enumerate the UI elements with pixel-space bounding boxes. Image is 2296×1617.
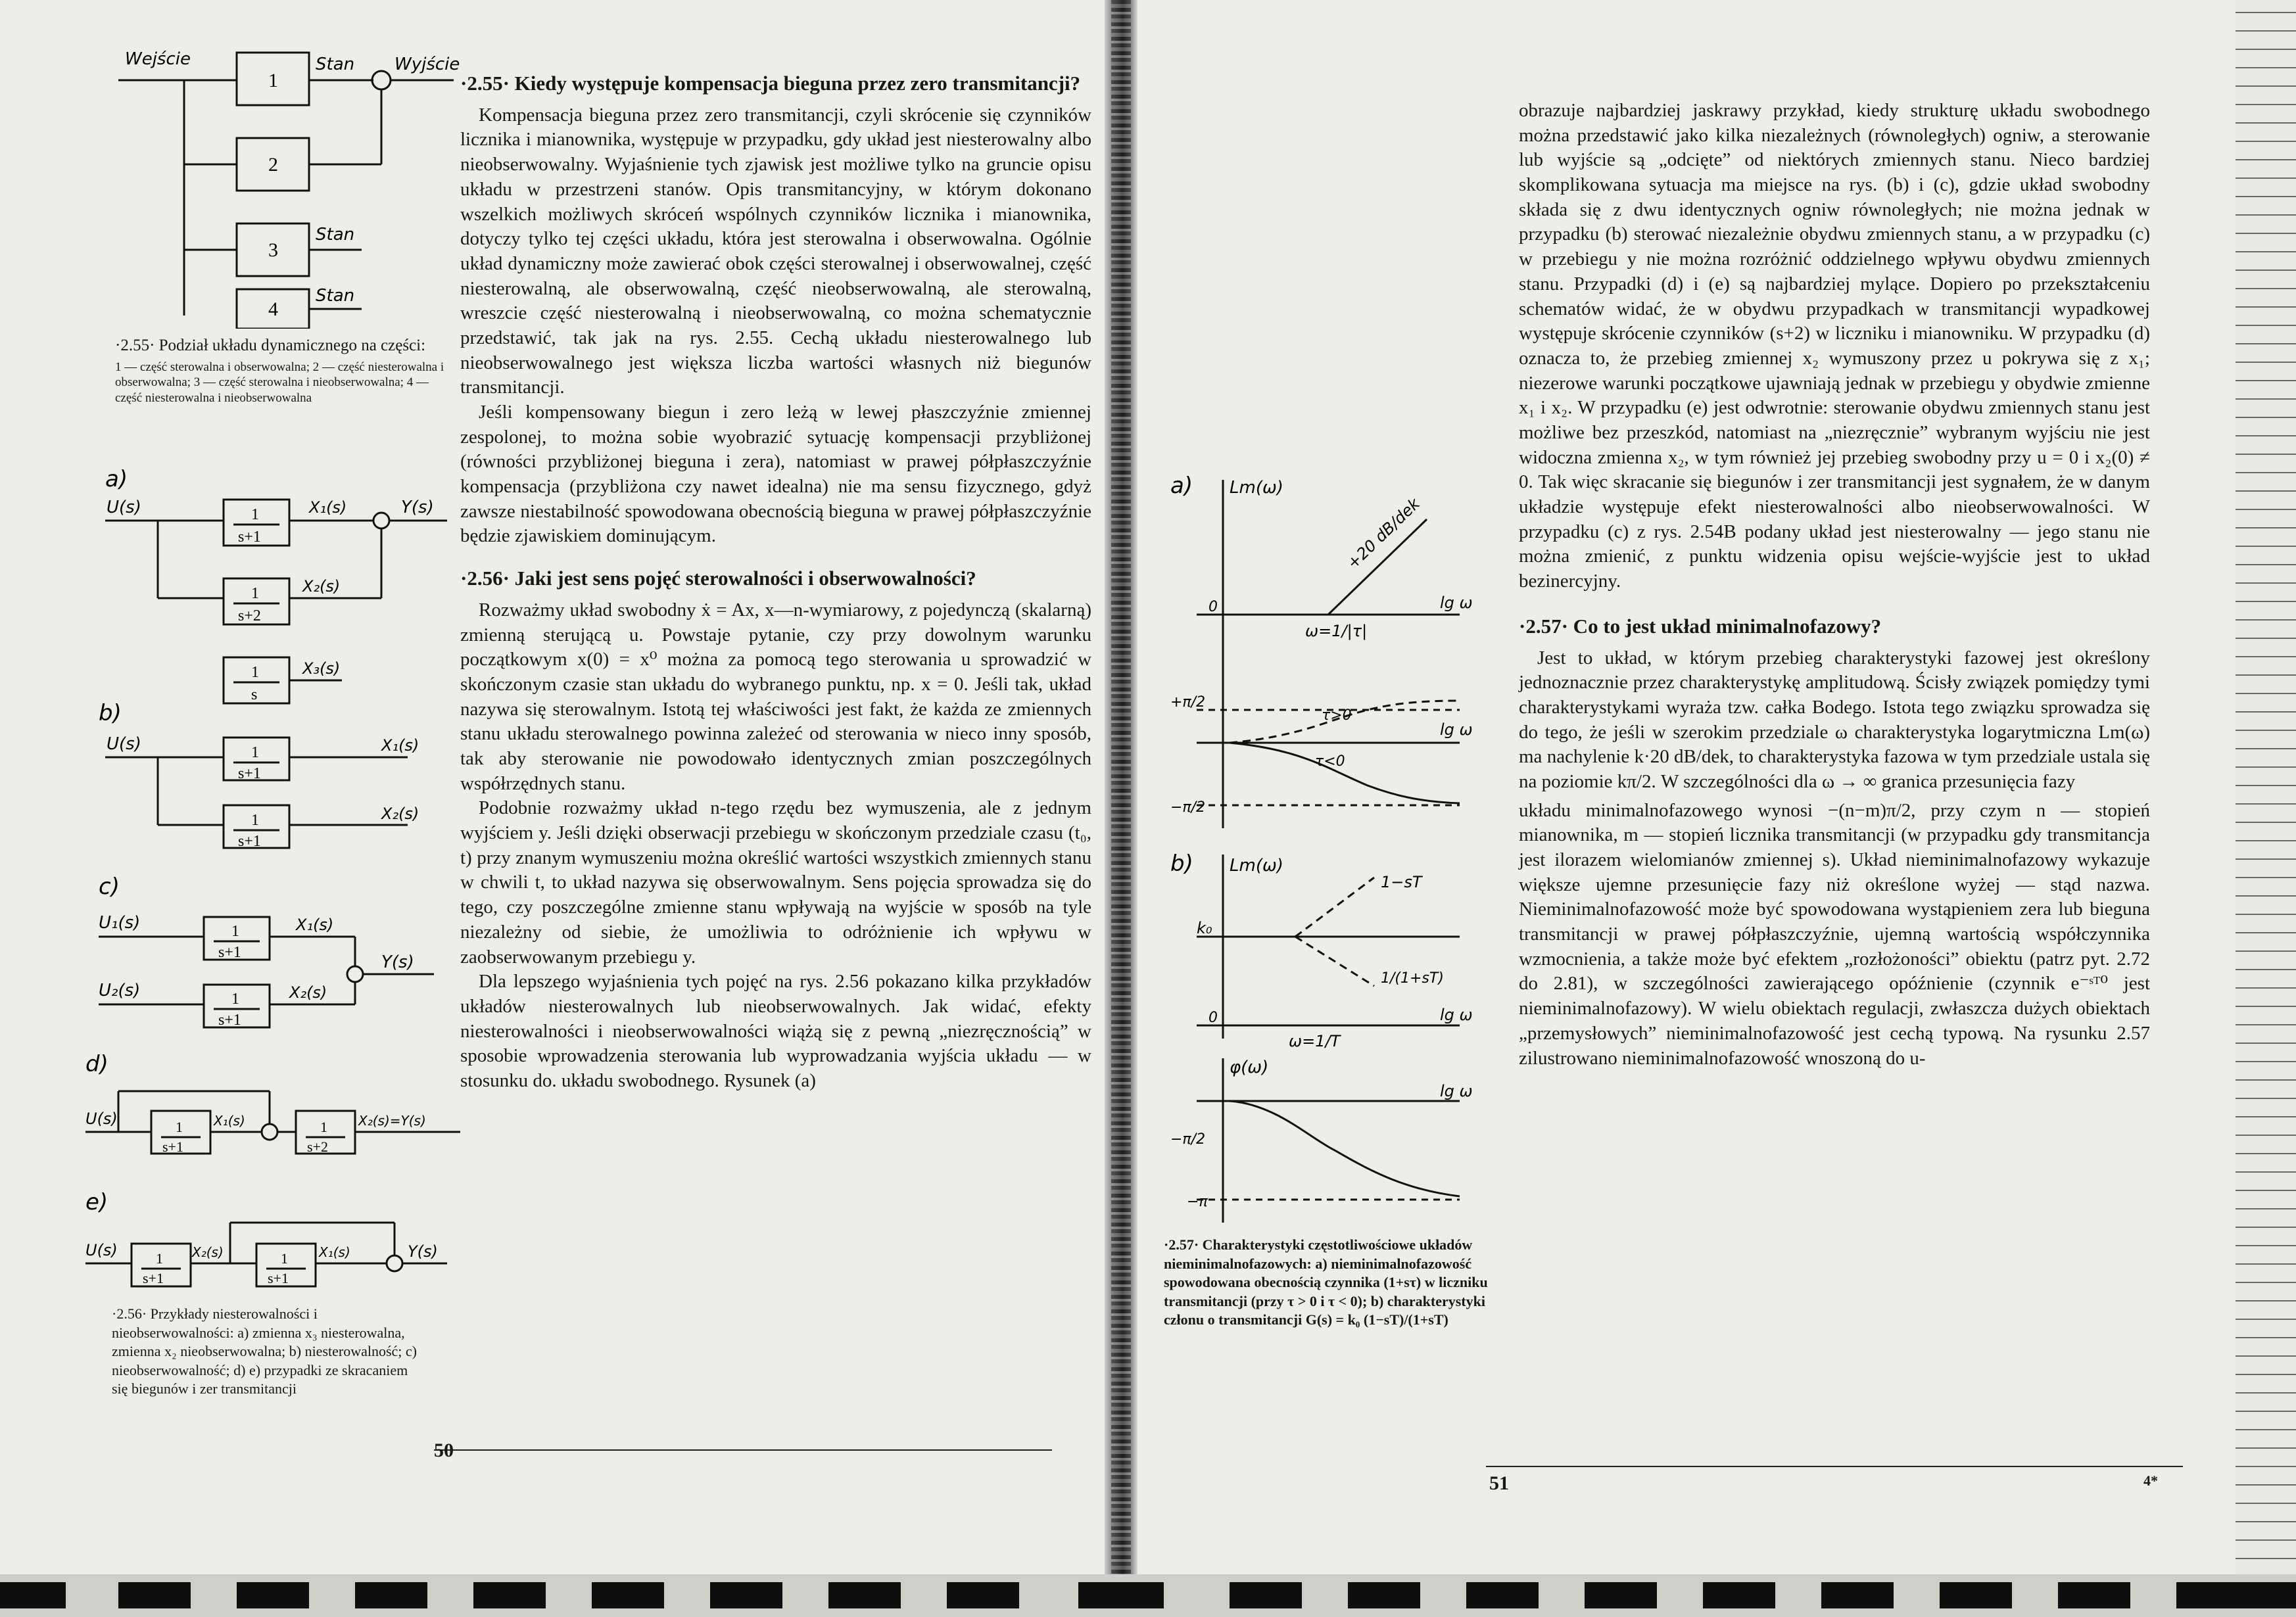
lgw-b1: lg ω [1440, 1006, 1473, 1024]
input-label: Wejście [125, 49, 191, 69]
figure-2-56-caption: ·2.56· Przykłady niesterowalności i nieobserwowalności: a) zmienna x₃ niesterowalna, zmienna x₂ nieobserwowalna; b) niesterowalność; c) nieobserwowalność; d) e) przypadki ze skracaniem się biegunów i zer transmitancji [112, 1305, 418, 1397]
section-2-56-p1: Rozważmy układ swobodny ẋ = Ax, x—n-wymiarowy, z pojedynczą (skalarną) zmienną sterującą u. Powstaje pytanie, czy przy dowolnym warunku początkowym x(0) = x⁰ można za pomocą tego sterowania u sprowadzić w skończonym czasie stan układu do wybranego punktu, np. x = 0. Jeśli tak, układ nazywa się sterowalnym. Istotą tej właściwości jest fakt, że każda ze zmiennych stanu układu sterowalnego powinna zależeć od sterowania w nieco inny sposób, tak aby sterowanie nie powodowało identycznych zmian poszczególnych współrzędnych stanu. [460, 599, 1091, 794]
x1-label: X₁(s) [309, 498, 347, 517]
tf1-label: 1−sT [1381, 873, 1422, 891]
figure-2-56-a [92, 460, 460, 710]
tf-e1: s+1 [143, 1270, 164, 1286]
num-d1: 1 [176, 1119, 183, 1135]
spine-shadow [1111, 0, 1131, 1617]
section-2-57-p2: układu minimalnofazowego wynosi −(n−m)π/2, przy czym n — stopień mianownika, m — stopień licznika transmitancji (w przypadku gdy transmitancja jest ilorazem wielomianów zmiennej s). Układ nieminimalnofazowy wykazuje większe ujemne przesunięcie fazy niż określone wyżej — stąd nazwa. Nieminimalnofazowość może być spowodowana wystąpieniem zera lub bieguna transmitancji w prawej półpłaszczyźnie, ujemną wartością współczynnika wzmocnienia, a także może być efektem „rozłożoności” obiektu (patrz pyt. 2.72 do 2.81), w szczególności zawierającego opóźnienie (czynnik e⁻ˢᵀ⁰ jest nieminimalnofazowy). W wielu obiektach regulacji, zwłaszcza dużych obiektach „przemysłowych” nieminimalnofazowość jest cechą typową. Na rysunku 2.57 zilustrowano nieminimalnofazowość wnoszoną do u- [1519, 799, 2150, 1069]
num-b1: 1 [251, 744, 259, 761]
u2-label: U₂(s) [99, 981, 141, 1000]
figure-2-57-a [1157, 460, 1506, 828]
tag-a: a) [105, 466, 128, 492]
num-e2: 1 [281, 1250, 288, 1267]
x1-label: X₁(s) [319, 1244, 350, 1260]
lgw-a2: lg ω [1440, 720, 1473, 739]
num-e1: 1 [156, 1250, 163, 1267]
u-label: U(s) [85, 1110, 118, 1128]
pi-label: −π [1187, 1194, 1208, 1210]
lm-label: Lm(ω) [1230, 856, 1283, 876]
section-2-55-p1: Kompensacja bieguna przez zero transmitancji, czyli skrócenie się czynników licznika i mianownika, występuje w przypadku, gdy układ jest niesterowalny albo nieobserwowalny. Wyjaśnienie tych zjawisk jest możliwe tylko na gruncie opisu układu w przestrzeni stanów. Opis transmitancyjny, w którym dokonano wszelkich możliwych skróceń wspólnych czynników licznika i mianownika, dotyczy tylko tej części układu, która jest sterowalna i obserwowalna. Ogólnie układ dynamiczny może zawierać obok części sterowalnej i obserwowalnej, część niesterowalną, ale obserwowalną, część nieobserwowalną, ale sterowalną, wreszcie część niesterowalną i nieobserwowalną, co można schematycznie przedstawić, tak jak na rys. 2.55. Cechą układu niesterowalnego lub nieobserwowalnego jest większa liczba wartości własnych niż biegunów transmitancji. [460, 104, 1091, 398]
u-label: U(s) [85, 1241, 118, 1259]
caption-title: ·2.55· Podział układu dynamicznego na części: [115, 337, 426, 354]
figure-2-56-d [79, 1045, 473, 1177]
figure-2-55 [99, 39, 467, 329]
section-2-56-p2: Podobnie rozważmy układ n-tego rzędu bez wymuszenia, ale z jednym wyjściem y. Jeśli dzięki obserwacji przebiegu w skończonym przedziale czasu (t₀, t) przy znanym wymuszeniu można określić wartości wszystkich zmiennych stanu w chwili t, to układ nazywa się obserwowalnym. Sens pojęcia sprowadza się do tego, czy poszczególne zmienne stanu wpływają na wyjście w sposób na tyle niezależny od siebie, że umożliwia to odróżnienie ich wpływu w zaobserwowanym przebiegu y. [460, 797, 1091, 968]
section-2-56-heading: ·2.56· Jaki jest sens pojęć sterowalności i obserwowalności? [460, 567, 976, 590]
state-label-3: Stan [316, 225, 355, 245]
x1-label: X₁(s) [214, 1113, 245, 1129]
left-text-column [460, 71, 1091, 1094]
zero-label: 0 [1208, 1010, 1218, 1026]
footer-rule [434, 1449, 1052, 1451]
tf-b1: s+1 [238, 765, 261, 782]
page-edge-right [2236, 0, 2296, 1617]
output-label: X₂(s)=Y(s) [358, 1113, 426, 1129]
tag-c: c) [99, 874, 120, 900]
continued-paragraph: obrazuje najbardziej jaskrawy przykład, kiedy strukturę układu swobodnego można przedstawić jako kilka niezależnych (równoległych) ogniw, a sterowanie lub wyjście są „odcięte” od niektórych zmiennych stanu. Nieco bardziej skomplikowana sytuacja ma miejsce na rys. (b) i (c), gdzie układ swobodny składa się z dwu identycznych ogniw równoległych; nie można jednak w przypadku (b) sterować niezależnie obydwu zmiennych stanu, a w przypadku (c) w przebiegu y nie można rozróżnić oddzielnego wpływu obydwu zmiennych stanu. Przypadki (d) i (e) są najbardziej mylące. Dopiero po przekształceniu schematów widać, że w obydwu przypadkach w transmitancji wypadkowej występuje skrócenie czynników (s+2) w liczniku i mianowniku. W przypadku (d) oznacza to, że przebieg zmiennej x₂ wymuszony przez u pokrywa się z x₁; niezerowe warunki początkowe ujawniają jednak w przebiegu y obydwie zmienne x₁ i x₂. W przypadku (e) jest odwrotnie: sterowanie obydwu zmiennych stanu jest możliwe bez przeszkód, natomiast na „niezręcznie” wybranym wyjściu nie jest widoczna zmienna x₂, w tym również jej przebieg swobodny przy u = 0 i x₂(0) ≠ 0. Tak więc skracanie się biegunów i zer transmitancji jest sygnałem, że w danym układzie występuje efekt niesterowalności albo nieobserwowalności. W przypadku (c) z rys. 2.54B podany układ jest niesterowalny — jego stanu nie można zmienić, z punktu widzenia opisu wejście-wyjście jest to układ bezinercyjny. [1519, 100, 2150, 592]
num-b2: 1 [251, 812, 259, 829]
section-2-55-p2: Jeśli kompensowany biegun i zero leżą w lewej płaszczyźnie zmiennej zespolonej, to można sobie wyobrazić sytuację kompensacji przybliżonej (równości przybliżonej bieguna i zera), natomiast w prawej półpłaszczyźnie kompensacja (przybliżona czy nawet idealna) nie ma sensu fizycznego, gdyż zawsze niestabilność spowodowana obecnością bieguna w prawej półpłaszczyźnie będzie zjawiskiem dominującym. [460, 402, 1091, 547]
x2-label: X₂(s) [381, 805, 419, 823]
block-2: 2 [268, 154, 278, 176]
signature-mark: 4* [2143, 1472, 2158, 1489]
y-label: Y(s) [401, 498, 434, 517]
tag-b: b) [1170, 851, 1193, 877]
block-4: 4 [268, 298, 278, 320]
x2-label: X₂(s) [302, 577, 341, 596]
tf2-label: 1/(1+sT) [1381, 970, 1444, 987]
figure-2-56-e [79, 1183, 473, 1301]
omega-label: ω=1/T [1289, 1032, 1341, 1050]
omega-label: ω=1/|τ| [1305, 622, 1368, 640]
tau-neg-label: τ<0 [1315, 753, 1345, 770]
figure-2-57-b [1157, 841, 1506, 1223]
output-label: Wyjście [395, 55, 460, 74]
tf-e2: s+1 [268, 1270, 289, 1286]
num-d2: 1 [320, 1119, 327, 1135]
y-label: Y(s) [408, 1242, 438, 1261]
film-strip [0, 1574, 2296, 1617]
x1-label: X₁(s) [296, 916, 334, 934]
section-2-57-p1: Jest to układ, w którym przebieg charakterystyki fazowej jest określony jednoznacznie przez charakterystykę amplitudową. Ścisły związek pomiędzy tymi charakterystykami wyraża tzw. całka Bodego. Istota tego związku sprowadza się do tego, że jeśli w szerokim przedziale ω charakterystyka logarytmiczna Lm(ω) ma nachylenie k·20 dB/dek, to charakterystyka fazowa w tym przedziale ustala się na poziomie kπ/2. W szczególności dla ω → ∞ granica przesunięcia fazy [1519, 647, 2150, 792]
tf-d2: s+2 [307, 1138, 328, 1155]
pi2m-label: −π/2 [1170, 799, 1206, 816]
right-page [1118, 0, 2296, 1617]
lm-label: Lm(ω) [1230, 478, 1283, 498]
x2-label: X₂(s) [289, 983, 327, 1002]
state-label-1: Stan [316, 55, 355, 74]
k0-label: k₀ [1197, 919, 1212, 937]
num-a1: 1 [251, 506, 259, 523]
x2-label: X₂(s) [192, 1244, 224, 1260]
u1-label: U₁(s) [99, 913, 141, 933]
section-2-57-heading: ·2.57· Co to jest układ minimalnofazowy? [1519, 614, 1882, 638]
figure-2-55-caption [115, 335, 457, 406]
num-a2: 1 [251, 585, 259, 602]
num-c1: 1 [231, 923, 239, 940]
tag-e: e) [85, 1189, 108, 1215]
u-label: U(s) [107, 734, 141, 754]
x3-label: X₃(s) [302, 659, 341, 678]
u-label: U(s) [107, 498, 141, 517]
figure-2-56-b [92, 697, 460, 868]
section-2-55-heading: ·2.55· Kiedy występuje kompensacja bieguna przez zero transmitancji? [460, 72, 1081, 95]
tf-a3: s [251, 686, 258, 703]
figure-2-57-caption: ·2.57· Charakterystyki częstotliwościowe układów nieminimalnofazowych: a) nieminimalnofazowość spowodowana obecnością czynnika (1+sτ) w liczniku transmitancji (przy τ > 0 i τ < 0); b) charakterystyki członu o transmitancji G(s) = k₀ (1−sT)/(1+sT) [1164, 1236, 1488, 1328]
lgw-a1: lg ω [1440, 594, 1473, 612]
right-text-column [1519, 99, 2150, 1071]
page-number-left: 50 [434, 1440, 454, 1461]
tau-pos-label: τ>0 [1322, 707, 1352, 724]
caption-body: 1 — część sterowalna i obserwowalna; 2 — część niesterowalna i obserwowalna; 3 — część sterowalna i nieobserwowalna; 4 — część niesterowalna i nieobserwowalna [115, 360, 444, 405]
pi2-label: −π/2 [1170, 1131, 1206, 1148]
left-page [0, 0, 1118, 1617]
tag-b: b) [99, 700, 122, 726]
y-label: Y(s) [381, 952, 414, 972]
tf-a2: s+2 [238, 607, 261, 624]
footer-rule [1486, 1466, 2183, 1467]
lgw-b2: lg ω [1440, 1082, 1473, 1100]
block-1: 1 [268, 70, 278, 91]
tag-d: d) [85, 1051, 108, 1077]
page-number-right: 51 [1489, 1472, 1509, 1494]
tf-b2: s+1 [238, 833, 261, 850]
x1-label: X₁(s) [381, 736, 419, 755]
num-c2: 1 [231, 991, 239, 1008]
tag-a: a) [1170, 473, 1193, 499]
tf-d1: s+1 [162, 1138, 183, 1155]
num-a3: 1 [251, 664, 259, 681]
pi2p-label: +π/2 [1170, 694, 1206, 711]
phi-label: φ(ω) [1230, 1058, 1269, 1077]
section-2-56-p3: Dla lepszego wyjaśnienia tych pojęć na rys. 2.56 pokazano kilka przykładów układów niesterowalnych lub nieobserwowalnych. Jak widać, efekty niesterowalności i nieobserwowalności wiążą się z pewną „niezręcznością” w sposobie wprowadzenia sterowania lub wyprowadzania wyjścia układu — w stosunku do. układu swobodnego. Rysunek (a) [460, 971, 1091, 1091]
zero-label: 0 [1208, 599, 1218, 615]
slope-label: +20 dB/dek [1343, 494, 1423, 573]
state-label-4: Stan [316, 286, 355, 306]
block-3: 3 [268, 239, 278, 261]
tf-a1: s+1 [238, 528, 261, 546]
figure-2-56-c [92, 868, 460, 1052]
tf-c1: s+1 [218, 944, 241, 961]
tf-c2: s+1 [218, 1012, 241, 1029]
